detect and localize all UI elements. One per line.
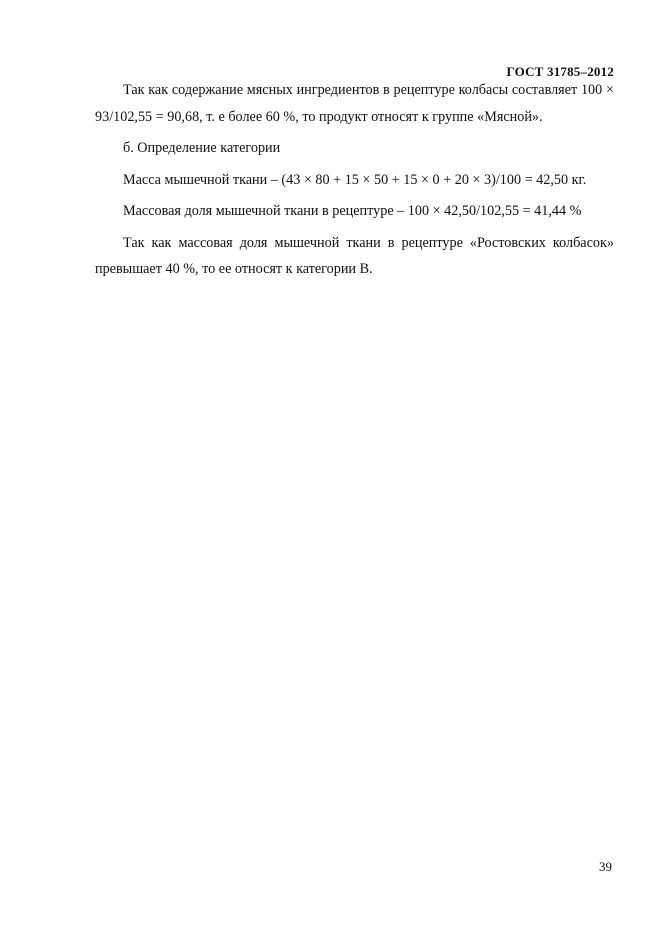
page-number: 39 <box>599 859 612 874</box>
paragraph-group-classification: Так как содержание мясных ингредиентов в рецептуре колбасы составляет 100 × 93/102,55 = 90,68, т. е более 60 %, то продукт относят к группе «Мясной». <box>95 82 614 125</box>
paragraph-category-heading: б. Определение категории <box>123 140 281 156</box>
paragraph-category-conclusion: Так как массовая доля мышечной ткани в рецептуре «Ростовских колбасок» превышает 40 %, то ее относят к категории В. <box>95 234 614 277</box>
document-body <box>95 77 614 288</box>
paragraph-muscle-mass: Масса мышечной ткани – (43 × 80 + 15 × 50 + 15 × 0 + 20 × 3)/100 = 42,50 кг. <box>123 171 587 188</box>
standard-code-header: ГОСТ 31785–2012 <box>506 64 614 79</box>
paragraph-muscle-share: Массовая доля мышечной ткани в рецептуре – 100 × 42,50/102,55 = 41,44 % <box>123 203 582 219</box>
